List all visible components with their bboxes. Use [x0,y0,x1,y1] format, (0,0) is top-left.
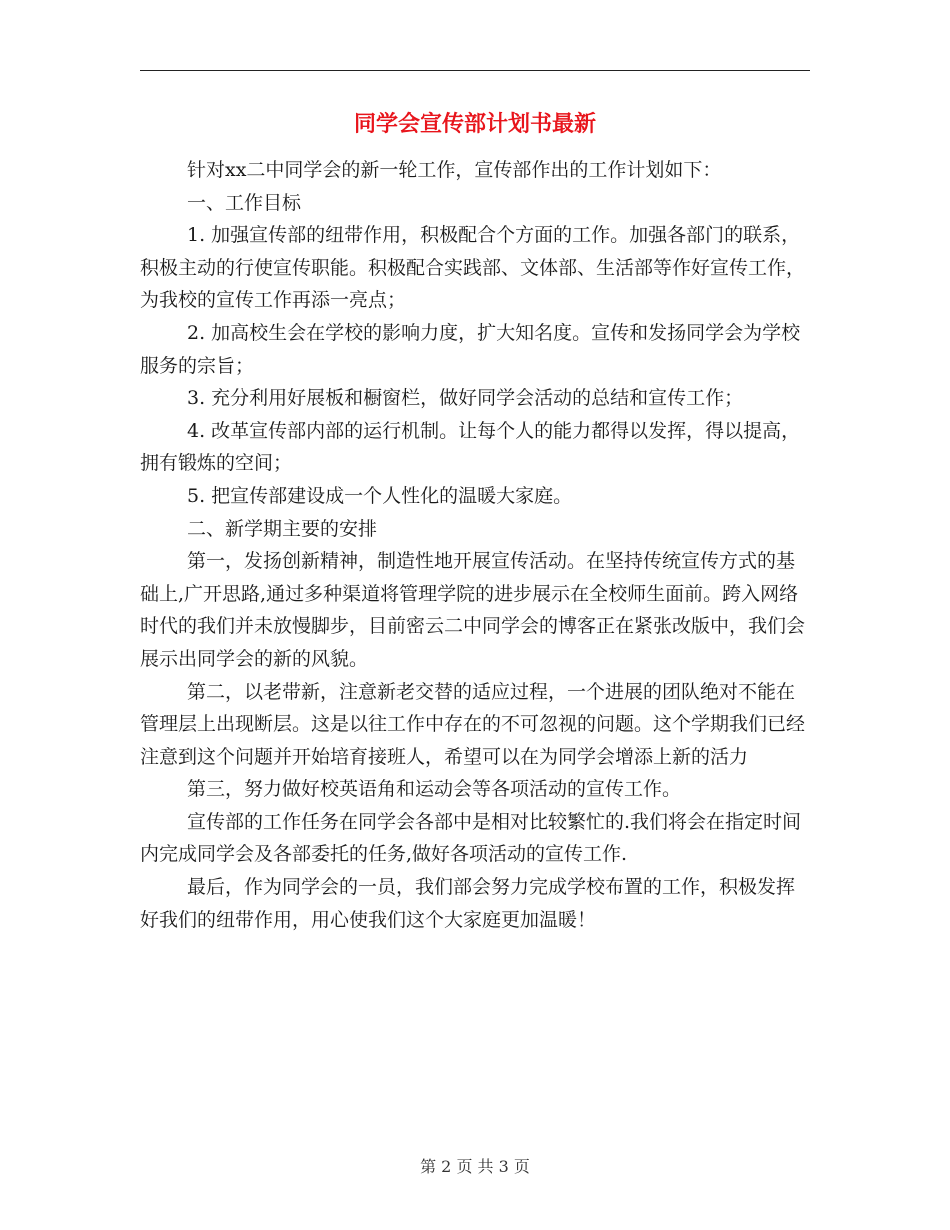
workload-paragraph: 宣传部的工作任务在同学会各部中是相对比较繁忙的.我们将会在指定时间内完成同学会及各部委托的任务,做好各项活动的宣传工作. [140,810,802,866]
closing-paragraph: 最后，作为同学会的一员，我们部会努力完成学校布置的工作，积极发挥好我们的纽带作用，用心使我们这个大家庭更加温暖！ [140,876,796,931]
goal-item-5: 5. 把宣传部建设成一个人性化的温暖大家庭。 [187,484,573,507]
arrangement-paragraph-2: 第二，以老带新，注意新老交替的适应过程，一个进展的团队绝对不能在管理层上出现断层。这是以往工作中存在的不可忽视的问题。这个学期我们已经注意到这个问题并开始培育接班人，希望可以在为同学会增添上新的活力 [140,680,806,768]
arrangement-paragraph-1: 第一，发扬创新精神，制造性地开展宣传活动。在坚持传统宣传方式的基础上,广开思路,通过多种渠道将管理学院的进步展示在全校师生面前。跨入网络时代的我们并未放慢脚步，目前密云二中同学会的博客正在紧张改版中，我们会展示出同学会的新的风貌。 [140,550,806,670]
intro-paragraph: 针对xx二中同学会的新一轮工作，宣传部作出的工作计划如下： [187,159,722,181]
goal-item-1: 1. 加强宣传部的纽带作用，积极配合个方面的工作。加强各部门的联系，积极主动的行使宣传职能。积极配合实践部、文体部、生活部等作好宣传工作，为我校的宣传工作再添一亮点； [140,224,806,312]
page-number: 第 2 页 共 3 页 [420,1157,530,1176]
goal-item-3: 3. 充分利用好展板和橱窗栏，做好同学会活动的总结和宣传工作； [187,387,744,410]
arrangement-paragraph-3: 第三，努力做好校英语角和运动会等各项活动的宣传工作。 [187,778,682,801]
document-title: 同学会宣传部计划书最新 [353,111,596,137]
section-heading-arrangements: 二、新学期主要的安排 [187,517,378,540]
goal-item-4: 4. 改革宣传部内部的运行机制。让每个人的能力都得以发挥，得以提高，拥有锻炼的空间； [140,419,801,475]
document-body [140,154,810,936]
section-heading-goals: 一、工作目标 [187,191,302,214]
goal-item-2: 2. 加高校生会在学校的影响力度，扩大知名度。宣传和发扬同学会为学校服务的宗旨； [140,321,801,377]
header-rule [140,70,810,71]
